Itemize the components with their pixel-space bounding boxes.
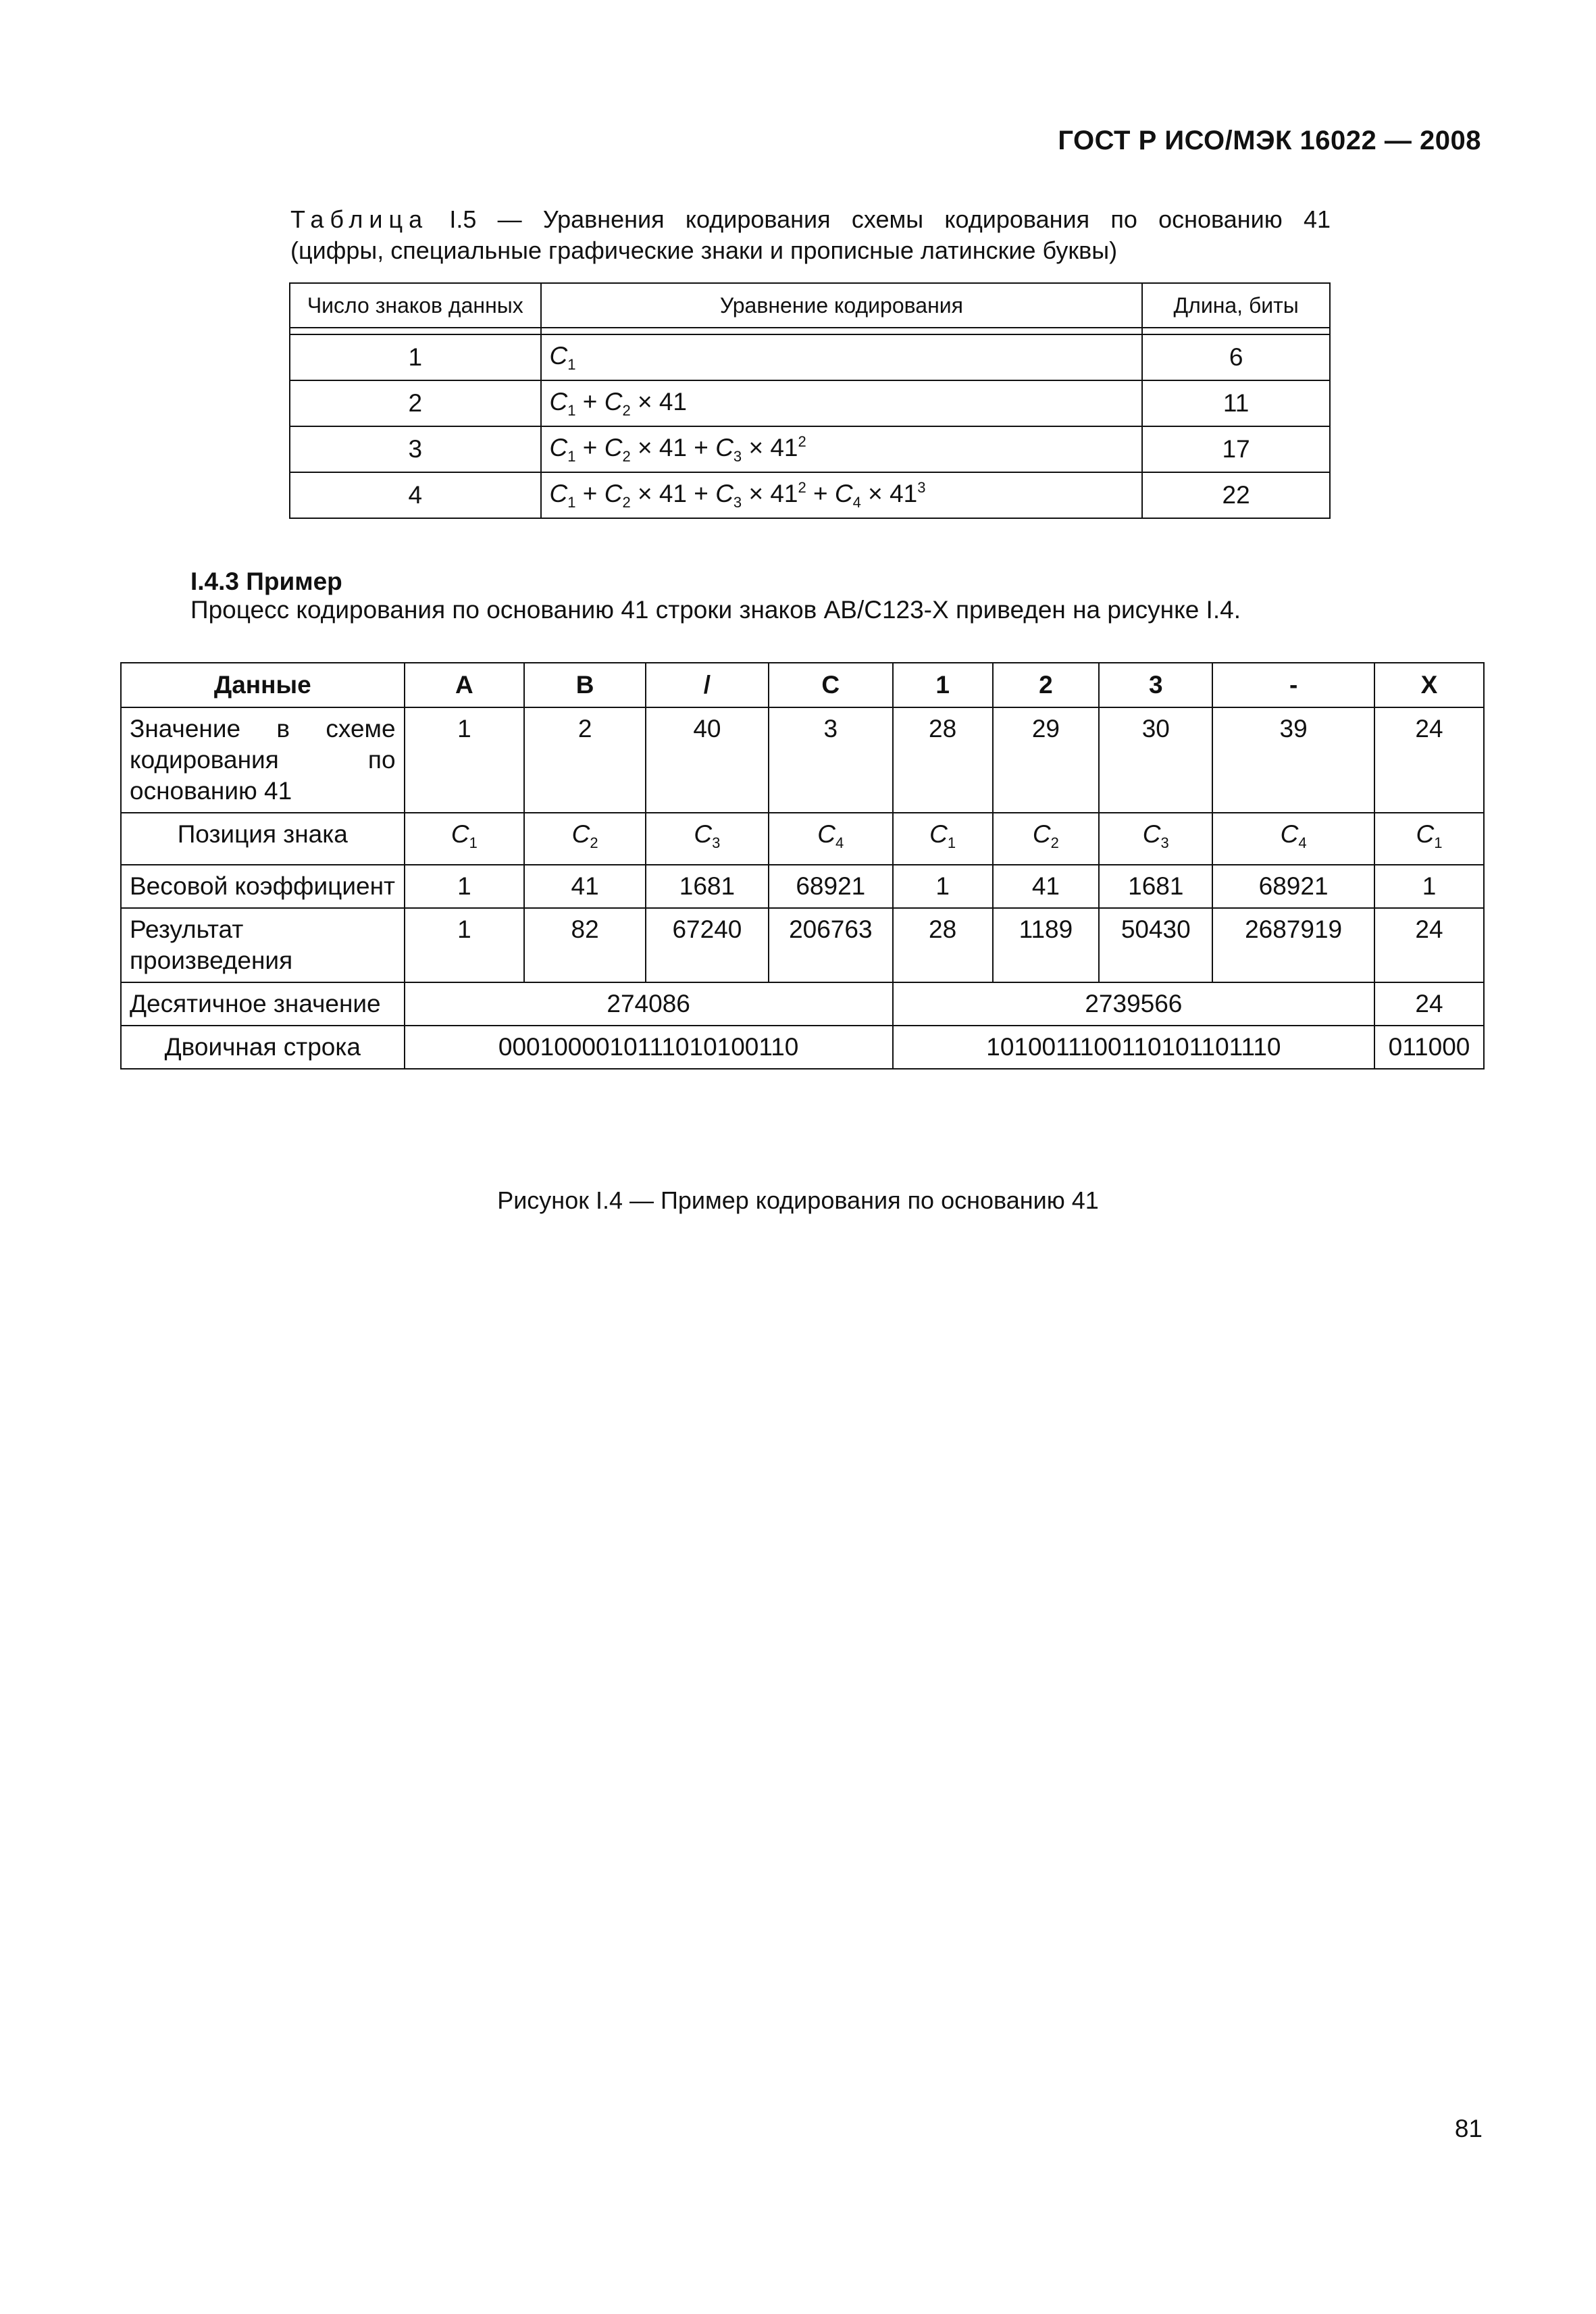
product-cell: 2687919: [1212, 908, 1374, 982]
row-label: Весовой коэффициент: [121, 865, 405, 908]
page-number: 81: [1454, 2115, 1483, 2142]
decimal-cell: 2739566: [893, 982, 1374, 1026]
position-cell: [769, 813, 893, 865]
header-cell: 1: [893, 663, 993, 707]
value-cell: 29: [993, 707, 1100, 813]
binary-cell: 1010011100110101101110: [893, 1026, 1374, 1069]
subscript: 1: [567, 494, 576, 511]
times-sign: ×: [742, 434, 771, 461]
weight-cell: 41: [993, 865, 1100, 908]
table-caption: [290, 204, 1331, 266]
plus-sign: +: [687, 434, 716, 461]
exponent: 2: [798, 479, 806, 496]
document-header: ГОСТ Р ИСО/МЭК 16022 — 2008: [1058, 126, 1481, 155]
product-cell: 24: [1374, 908, 1484, 982]
subscript: 1: [469, 834, 478, 851]
symbol-c: C: [549, 387, 568, 416]
data-count-cell: 1: [290, 334, 541, 380]
subscript: 1: [567, 401, 576, 419]
plus-sign: +: [575, 434, 604, 461]
base-number: 41: [890, 480, 918, 507]
product-cell: 206763: [769, 908, 893, 982]
position-cell: [524, 813, 646, 865]
header-cell: 3: [1099, 663, 1212, 707]
decimal-cell: 24: [1374, 982, 1484, 1026]
decimal-row: [121, 982, 1484, 1026]
product-cell: 82: [524, 908, 646, 982]
base-number: 41: [659, 387, 688, 416]
data-count-cell: 3: [290, 426, 541, 472]
weight-cell: 1: [405, 865, 525, 908]
table-caption-label: Таблица: [290, 205, 429, 233]
position-cell: [646, 813, 769, 865]
row-label: Двоичная строка: [121, 1026, 405, 1069]
position-row: [121, 813, 1484, 865]
symbol-c: C: [817, 820, 836, 848]
times-sign: ×: [630, 480, 659, 507]
symbol-c: C: [571, 820, 590, 848]
row-label: Десятичное значение: [121, 982, 405, 1026]
exponent: 2: [798, 433, 806, 450]
equation-cell: [541, 426, 1143, 472]
weight-cell: 41: [524, 865, 646, 908]
value-cell: 2: [524, 707, 646, 813]
subscript: 3: [733, 448, 742, 465]
base-number: 41: [770, 434, 798, 461]
subscript: 2: [622, 401, 631, 419]
column-header: Длина, биты: [1142, 283, 1330, 328]
decimal-cell: 274086: [405, 982, 893, 1026]
subscript: 1: [947, 834, 956, 851]
weight-cell: 68921: [769, 865, 893, 908]
weight-cell: 1681: [1099, 865, 1212, 908]
value-cell: 40: [646, 707, 769, 813]
length-cell: 17: [1142, 426, 1330, 472]
weight-cell: 1: [1374, 865, 1484, 908]
header-cell: C: [769, 663, 893, 707]
equation-cell: [541, 472, 1143, 518]
times-sign: ×: [630, 434, 659, 461]
position-cell: [405, 813, 525, 865]
table-caption-title: I.5 — Уравнения кодирования схемы кодирования по основанию 41: [428, 205, 1331, 233]
table-row: [290, 426, 1330, 472]
weight-cell: 1681: [646, 865, 769, 908]
symbol-c: C: [549, 480, 568, 507]
subscript: 4: [835, 834, 844, 851]
product-cell: 67240: [646, 908, 769, 982]
exponent: 3: [917, 479, 926, 496]
table-caption-line1: [290, 204, 1331, 235]
symbol-c: C: [694, 820, 713, 848]
encoding-equations-table: [289, 282, 1331, 519]
data-count-cell: 4: [290, 472, 541, 518]
product-cell: 1: [405, 908, 525, 982]
weight-cell: 68921: [1212, 865, 1374, 908]
times-sign: ×: [630, 387, 659, 416]
symbol-c: C: [549, 434, 568, 461]
subscript: 3: [712, 834, 721, 851]
base41-example-table: [120, 662, 1485, 1070]
value-cell: 28: [893, 707, 993, 813]
length-cell: 6: [1142, 334, 1330, 380]
value-cell: 3: [769, 707, 893, 813]
equation-cell: [541, 334, 1143, 380]
base-number: 41: [659, 434, 688, 461]
binary-cell: 0001000010111010100110: [405, 1026, 893, 1069]
length-cell: 11: [1142, 380, 1330, 426]
header-cell: -: [1212, 663, 1374, 707]
times-sign: ×: [742, 480, 771, 507]
symbol-c: C: [1416, 820, 1435, 848]
subscript: 3: [733, 494, 742, 511]
position-cell: [1212, 813, 1374, 865]
subscript: 2: [622, 494, 631, 511]
plus-sign: +: [687, 480, 716, 507]
header-cell: B: [524, 663, 646, 707]
symbol-c: C: [549, 341, 568, 370]
symbol-c: C: [604, 434, 623, 461]
table-row: [290, 334, 1330, 380]
plus-sign: +: [575, 480, 604, 507]
subscript: 2: [1050, 834, 1059, 851]
section-text: Процесс кодирования по основанию 41 строки знаков AB/C123-X приведен на рисунке I.4.: [190, 596, 1241, 624]
position-cell: [1374, 813, 1484, 865]
table-caption-line2: (цифры, специальные графические знаки и прописные латинские буквы): [290, 236, 1118, 264]
value-cell: 30: [1099, 707, 1212, 813]
product-cell: 50430: [1099, 908, 1212, 982]
symbol-c: C: [715, 480, 733, 507]
equation-cell: [541, 380, 1143, 426]
symbol-c: C: [451, 820, 469, 848]
header-cell: X: [1374, 663, 1484, 707]
product-cell: 1189: [993, 908, 1100, 982]
header-separator: [290, 328, 1330, 334]
header-cell: /: [646, 663, 769, 707]
symbol-c: C: [834, 480, 853, 507]
position-cell: [1099, 813, 1212, 865]
subscript: 2: [590, 834, 598, 851]
times-sign: ×: [860, 480, 890, 507]
header-row: [121, 663, 1484, 707]
symbol-c: C: [604, 480, 623, 507]
header-cell: Данные: [121, 663, 405, 707]
position-cell: [893, 813, 993, 865]
subscript: 4: [852, 494, 861, 511]
symbol-c: C: [1142, 820, 1161, 848]
symbol-c: C: [1280, 820, 1299, 848]
table-row: [290, 380, 1330, 426]
base-number: 41: [659, 480, 688, 507]
symbol-c: C: [1032, 820, 1051, 848]
row-label: Результат произведения: [121, 908, 405, 982]
value-cell: 39: [1212, 707, 1374, 813]
subscript: 1: [1434, 834, 1443, 851]
length-cell: 22: [1142, 472, 1330, 518]
symbol-c: C: [604, 387, 623, 416]
weight-row: [121, 865, 1484, 908]
symbol-c: C: [929, 820, 948, 848]
subscript: 2: [622, 448, 631, 465]
value-cell: 24: [1374, 707, 1484, 813]
row-label: Позиция знака: [121, 813, 405, 865]
row-label: Значение в схеме кодирования по основанию 41: [121, 707, 405, 813]
table-row: [290, 472, 1330, 518]
plus-sign: +: [575, 387, 604, 416]
base-number: 41: [770, 480, 798, 507]
binary-row: [121, 1026, 1484, 1069]
weight-cell: 1: [893, 865, 993, 908]
figure-caption: Рисунок I.4 — Пример кодирования по основанию 41: [497, 1186, 1099, 1214]
subscript: 1: [567, 355, 576, 373]
value-row: [121, 707, 1484, 813]
header-cell: 2: [993, 663, 1100, 707]
column-header: Уравнение кодирования: [541, 283, 1143, 328]
value-cell: 1: [405, 707, 525, 813]
subscript: 3: [1160, 834, 1169, 851]
section-heading: I.4.3 Пример: [190, 568, 342, 595]
plus-sign: +: [806, 480, 835, 507]
binary-cell: 011000: [1374, 1026, 1484, 1069]
subscript: 1: [567, 448, 576, 465]
data-count-cell: 2: [290, 380, 541, 426]
table-header-row: [290, 283, 1330, 328]
header-cell: A: [405, 663, 525, 707]
product-row: [121, 908, 1484, 982]
product-cell: 28: [893, 908, 993, 982]
column-header: Число знаков данных: [290, 283, 541, 328]
symbol-c: C: [715, 434, 733, 461]
subscript: 4: [1298, 834, 1307, 851]
position-cell: [993, 813, 1100, 865]
